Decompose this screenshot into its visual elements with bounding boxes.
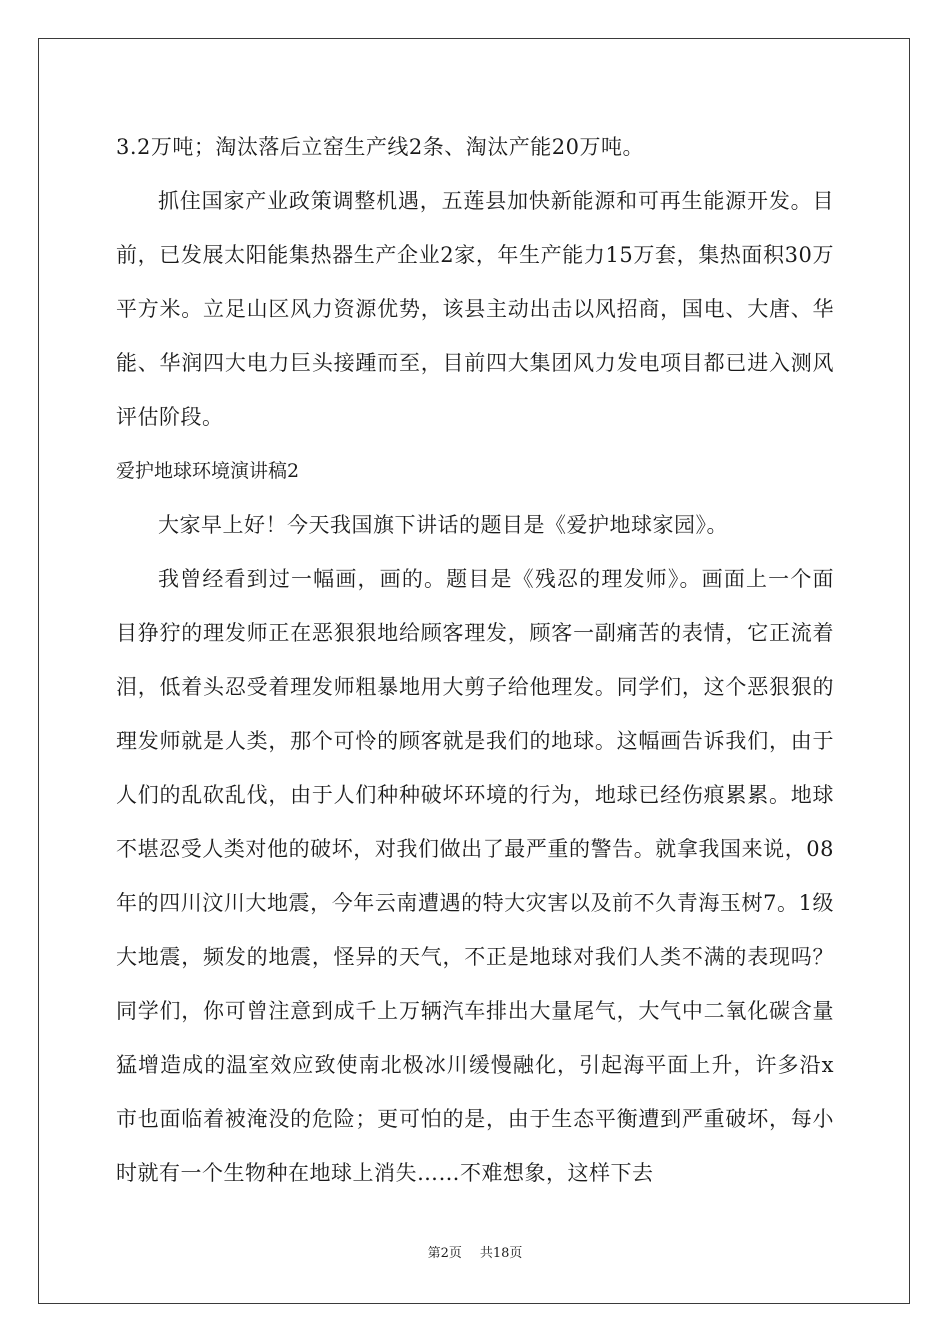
paragraph: 3.2万吨；淘汰落后立窑生产线2条、淘汰产能20万吨。 <box>116 135 644 159</box>
section-title: 爱护地球环境演讲稿2 <box>116 460 300 482</box>
paragraph: 抓住国家产业政策调整机遇，五莲县加快新能源和可再生能源开发。目前，已发展太阳能集热器生产企业2家，年生产能力15万套，集热面积30万平方米。立足山区风力资源优势，该县主动出击以风招商，国电、大唐、华能、华润四大电力巨头接踵而至，目前四大集团风力发电项目都已进入测风评估阶段。 <box>116 189 834 429</box>
page-total: 共18页 <box>479 1246 523 1261</box>
document-body <box>116 120 834 1200</box>
paragraph: 大家早上好！今天我国旗下讲话的题目是《爱护地球家园》。 <box>158 513 728 537</box>
page-footer <box>0 1244 950 1264</box>
paragraph: 我曾经看到过一幅画，画的。题目是《残忍的理发师》。画面上一个面目狰狞的理发师正在恶狠狠地给顾客理发，顾客一副痛苦的表情，它正流着泪，低着头忍受着理发师粗暴地用大剪子给他理发。同学们，这个恶狠狠的理发师就是人类，那个可怜的顾客就是我们的地球。这幅画告诉我们，由于人们的乱砍乱伐，由于人们种种破坏环境的行为，地球已经伤痕累累。地球不堪忍受人类对他的破坏，对我们做出了最严重的警告。就拿我国来说，08年的四川汶川大地震，今年云南遭遇的特大灾害以及前不久青海玉树7。1级大地震，频发的地震，怪异的天气，不正是地球对我们人类不满的表现吗？同学们，你可曾注意到成千上万辆汽车排出大量尾气，大气中二氧化碳含量猛增造成的温室效应致使南北极冰川缓慢融化，引起海平面上升，许多沿x市也面临着被淹没的危险；更可怕的是，由于生态平衡遭到严重破坏，每小时就有一个生物种在地球上消失……不难想象，这样下去 <box>116 567 834 1185</box>
page-number: 第2页 <box>427 1246 462 1261</box>
